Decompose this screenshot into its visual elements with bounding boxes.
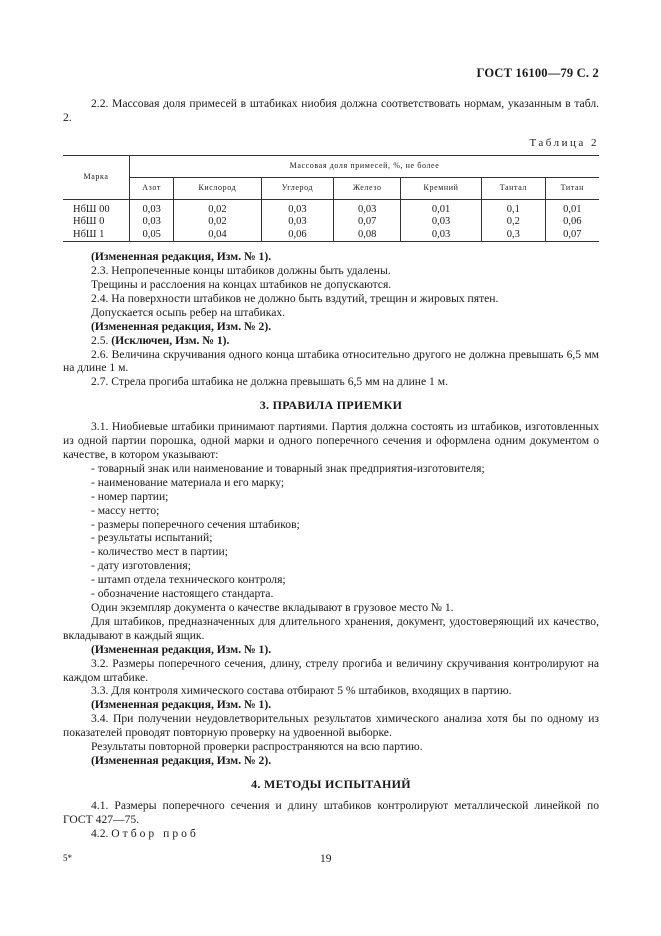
paragraph: - номер партии; xyxy=(91,489,169,503)
paragraph-2-5-note: (Исключен, Изм. № 1). xyxy=(111,333,230,347)
paragraph: - количество мест в партии; xyxy=(91,545,228,559)
paragraph: (Измененная редакция, Изм. № 1). xyxy=(91,642,272,656)
column-header: Титан xyxy=(545,177,599,199)
table-cell: 0,06 xyxy=(545,216,599,229)
page-header: ГОСТ 16100—79 С. 2 xyxy=(476,66,599,80)
table-cell: 0,1 xyxy=(482,199,546,216)
paragraph-2-5-number: 2.5. xyxy=(91,333,112,347)
table-cell: 0,03 xyxy=(130,199,174,216)
paragraph: 4.1. Размеры поперечного сечения и длину штабиков контролируют металлической линейкой по ГОСТ 427—75. xyxy=(63,798,599,826)
paragraph: - дату изготовления; xyxy=(91,559,191,573)
paragraph: (Измененная редакция, Изм. № 1). xyxy=(91,698,272,712)
paragraph: Один экземпляр документа о качестве вкладывают в грузовое место № 1. xyxy=(91,600,454,614)
impurity-table xyxy=(63,155,599,243)
column-header: Железо xyxy=(334,177,401,199)
paragraph: 3.4. При получении неудовлетворительных результатов химического анализа хотя бы по одному из показателей проводят повторную проверку на удвоенной выборке. xyxy=(63,712,599,740)
table-cell: 0,02 xyxy=(174,199,261,216)
table-row xyxy=(63,229,599,242)
table-cell: 0,03 xyxy=(130,216,174,229)
paragraph: (Измененная редакция, Изм. № 1). xyxy=(91,250,272,264)
paragraph-2-5 xyxy=(63,334,599,348)
paragraph: - массу нетто; xyxy=(91,503,160,517)
paragraph: Результаты повторной проверки распространяются на всю партию. xyxy=(91,740,423,754)
table-cell: 0,03 xyxy=(401,229,482,242)
table-row xyxy=(63,216,599,229)
mark-column-header: Марка xyxy=(63,155,130,199)
table-cell: 0,2 xyxy=(482,216,546,229)
table-cell: 0,06 xyxy=(261,229,334,242)
table-cell: 0,03 xyxy=(261,199,334,216)
table-cell: 0,08 xyxy=(334,229,401,242)
section-4-title: 4. МЕТОДЫ ИСПЫТАНИЙ xyxy=(251,776,411,791)
row-mark: НбШ 1 xyxy=(73,228,105,240)
table-cell: 0,02 xyxy=(174,216,261,229)
column-header: Тантал xyxy=(482,177,546,199)
section-3-title: 3. ПРАВИЛА ПРИЕМКИ xyxy=(259,398,403,413)
paragraph: Для штабиков, предназначенных для длительного хранения, документ, удостоверяющий их качество, вкладывают в каждый ящик. xyxy=(63,614,599,642)
table-cell: 0,3 xyxy=(482,229,546,242)
column-header: Кислород xyxy=(174,177,261,199)
page-number: 19 xyxy=(320,853,332,865)
table-cell: 0,07 xyxy=(545,229,599,242)
paragraph: - результаты испытаний; xyxy=(91,531,213,545)
paragraph-4-2-number: 4.2. xyxy=(91,826,112,840)
table-row xyxy=(63,199,599,216)
table-cell: 0,07 xyxy=(334,216,401,229)
column-header: Углерод xyxy=(261,177,334,199)
paragraph: - размеры поперечного сечения штабиков; xyxy=(91,517,300,531)
paragraph: - штамп отдела технического контроля; xyxy=(91,573,286,587)
paragraph: - товарный знак или наименование и товарный знак предприятия-изготовителя; xyxy=(91,461,485,475)
paragraph-4-2-title: Отбор проб xyxy=(111,826,199,840)
paragraph: 2.4. На поверхности штабиков не должно быть вздутий, трещин и жировых пятен. xyxy=(91,291,499,305)
table-cell: 0,03 xyxy=(401,216,482,229)
page-content xyxy=(63,97,599,840)
paragraph: 3.1. Ниобиевые штабики принимают партиями. Партия должна состоять из штабиков, изготовленных из одной партии порошка, одной марки и одного поперечного сечения и оформлена одним документом о качестве, в котором указывают: xyxy=(63,420,599,461)
paragraph-4-2 xyxy=(63,827,599,841)
paragraph: (Измененная редакция, Изм. № 2). xyxy=(91,319,272,333)
intro-paragraph: 2.2. Массовая доля примесей в штабиках ниобия должна соответствовать нормам, указанным в табл. 2. xyxy=(63,97,599,124)
column-header: Кремний xyxy=(401,177,482,199)
group-column-header: Массовая доля примесей, %, не более xyxy=(130,155,600,177)
paragraph: - обозначение настоящего стандарта. xyxy=(91,587,274,601)
column-header: Азот xyxy=(130,177,174,199)
paragraph: (Измененная редакция, Изм. № 2). xyxy=(91,753,272,767)
row-mark: НбШ 0 xyxy=(73,216,105,228)
paragraph: Трещины и расслоения на концах штабиков не допускаются. xyxy=(91,278,392,292)
table-cell: 0,04 xyxy=(174,229,261,242)
table-caption: Таблица 2 xyxy=(529,136,599,149)
paragraph: 2.7. Стрела прогиба штабика не должна превышать 6,5 мм на длине 1 м. xyxy=(91,375,448,389)
table-cell: 0,01 xyxy=(545,199,599,216)
table-cell: 0,03 xyxy=(261,216,334,229)
table-cell: 0,03 xyxy=(334,199,401,216)
paragraph: 2.6. Величина скручивания одного конца штабика относительно другого не должна превышать 6,5 мм на длине 1 м. xyxy=(63,347,599,375)
paragraph: 2.3. Непропеченные концы штабиков должны быть удалены. xyxy=(91,264,391,278)
paragraph: Допускается осыпь ребер на штабиках. xyxy=(91,305,286,319)
table-cell: 0,01 xyxy=(401,199,482,216)
paragraph: 3.3. Для контроля химического состава отбирают 5 % штабиков, входящих в партию. xyxy=(91,684,512,698)
paragraph: - наименование материала и его марку; xyxy=(91,475,285,489)
table-cell: 0,05 xyxy=(130,229,174,242)
footer-mark: 5* xyxy=(63,853,72,863)
row-mark: НбШ 00 xyxy=(73,203,110,215)
paragraph: 3.2. Размеры поперечного сечения, длину, стрелу прогиба и величину скручивания контролируют на каждом штабике. xyxy=(63,656,599,684)
